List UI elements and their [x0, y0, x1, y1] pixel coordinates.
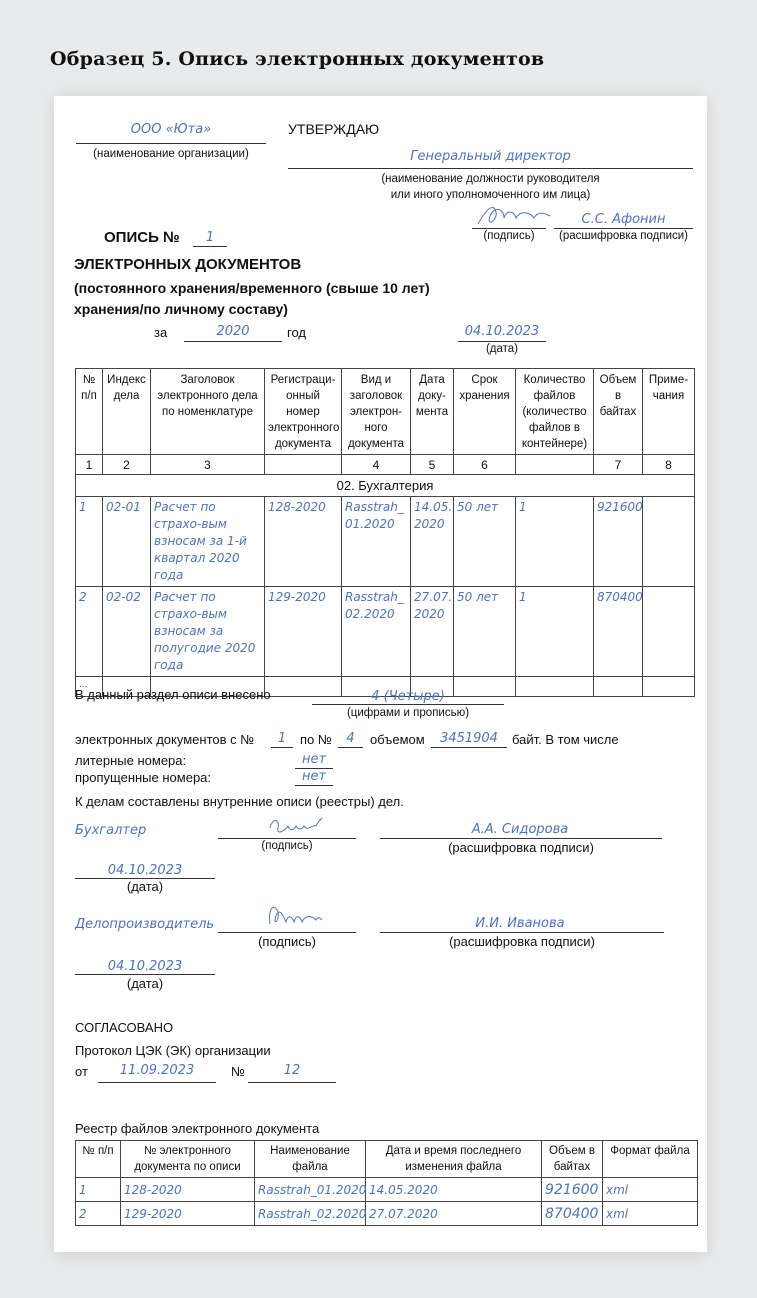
cell: 870400 — [594, 587, 643, 677]
volume-line — [431, 747, 507, 748]
column-number: 2 — [103, 455, 151, 475]
from-number: 1 — [277, 731, 287, 746]
header-cell: Приме-чания — [643, 369, 695, 455]
signer-2-signature — [262, 900, 324, 934]
inventory-date-caption: (дата) — [485, 343, 519, 355]
column-number: 1 — [76, 455, 103, 475]
column-number: 7 — [594, 455, 643, 475]
approver-position-caption-2: или иного уполномоченного им лица) — [390, 189, 591, 201]
document-sheet — [54, 96, 707, 1252]
cell — [643, 587, 695, 677]
cell: 129-2020 — [121, 1202, 255, 1226]
signer-2-date: 04.10.2023 — [107, 959, 183, 974]
literal-label: литерные номера: — [75, 753, 187, 768]
signer-2-date-caption: (дата) — [126, 976, 164, 991]
bytes-label: байт. В том числе — [512, 732, 619, 747]
cell: 921600 — [594, 497, 643, 587]
cell: 921600 — [542, 1178, 603, 1202]
column-number: 5 — [411, 455, 454, 475]
to-number-line — [338, 747, 363, 748]
signer-1-signature-line — [218, 838, 356, 839]
registry-header-cell: № п/п — [76, 1141, 121, 1178]
year-suffix: год — [287, 325, 306, 340]
inventory-subtitle: ЭЛЕКТРОННЫХ ДОКУМЕНТОВ — [74, 256, 302, 273]
approver-signature-caption: (подпись) — [483, 230, 535, 242]
year-label: за — [154, 325, 168, 340]
to-number: 4 — [346, 731, 355, 746]
cell: Расчет по страхо-вым взносам за 1-й квартал 2020 года — [151, 497, 265, 587]
signer-2-name-caption: (расшифровка подписи) — [449, 934, 595, 949]
column-number — [516, 455, 594, 475]
org-caption: (наименование организации) — [93, 148, 249, 160]
cell: 50 лет — [454, 587, 516, 677]
approver-position: Генеральный директор — [410, 149, 571, 164]
protocol-label: Протокол ЦЭК (ЭК) организации — [75, 1043, 271, 1058]
signer-1-date: 04.10.2023 — [107, 863, 183, 878]
header-cell: Регистраци-онный номер электронного документа — [265, 369, 342, 455]
cell: Rasstrah_01.2020 — [255, 1178, 366, 1202]
header-cell: Вид и заголовок электрон-ного документа — [342, 369, 411, 455]
from-number-line — [271, 747, 293, 748]
signer-2-signature-caption: (подпись) — [258, 934, 316, 949]
signer-1-position: Бухгалтер — [75, 823, 147, 838]
inventory-table — [75, 368, 695, 697]
cell: 27.07.2020 — [366, 1202, 542, 1226]
literal-value: нет — [301, 752, 327, 767]
cell: Rasstrah_ 02.2020 — [342, 587, 411, 677]
cell: 129-2020 — [265, 587, 342, 677]
protocol-date-line — [98, 1082, 216, 1083]
cell: Rasstrah_02.2020 — [255, 1202, 366, 1226]
protocol-from-label: от — [75, 1064, 88, 1079]
cell: 14.05. 2020 — [411, 497, 454, 587]
inventory-line-1: (постоянного хранения/временного (свыше 10 лет) — [74, 280, 430, 296]
missing-label: пропущенные номера: — [75, 770, 212, 785]
cell: 1 — [76, 497, 103, 587]
table-row — [76, 1178, 698, 1202]
registry-title: Реестр файлов электронного документа — [75, 1121, 320, 1136]
to-label: по № — [300, 732, 332, 747]
approve-label: УТВЕРЖДАЮ — [288, 121, 380, 137]
table-row — [76, 497, 695, 587]
approver-name-line — [554, 228, 693, 229]
header-cell: Дата доку-мента — [411, 369, 454, 455]
inventory-number-line — [193, 246, 227, 247]
cell: 02-01 — [103, 497, 151, 587]
cell: 128-2020 — [265, 497, 342, 587]
table-row — [76, 587, 695, 677]
inventory-date: 04.10.2023 — [464, 324, 540, 339]
cell: 1 — [516, 497, 594, 587]
cell: xml — [603, 1202, 698, 1226]
inventory-number: 1 — [205, 230, 215, 245]
signer-2-signature-line — [218, 932, 356, 933]
signer-1-signature-caption: (подпись) — [261, 840, 313, 852]
missing-line — [295, 785, 333, 786]
docs-from-label: электронных документов с № — [75, 732, 255, 747]
cell: 128-2020 — [121, 1178, 255, 1202]
internal-inventories: К делам составлены внутренние описи (реестры) дел. — [75, 794, 404, 809]
agreed-label: СОГЛАСОВАНО — [75, 1020, 174, 1035]
column-number: 6 — [454, 455, 516, 475]
signer-2-name: И.И. Иванова — [475, 916, 565, 931]
protocol-date: 11.09.2023 — [119, 1063, 195, 1078]
header-cell: Срок хранения — [454, 369, 516, 455]
entered-value: 4 (Четыре) — [371, 689, 445, 704]
signer-1-name-line — [380, 838, 662, 839]
approver-signature-line — [472, 228, 546, 229]
signer-2-date-line — [75, 974, 215, 975]
header-cell: Заголовок электронного дела по номенклатуре — [151, 369, 265, 455]
cell: 2 — [76, 587, 103, 677]
cell: 02-02 — [103, 587, 151, 677]
section-title: 02. Бухгалтерия — [76, 475, 695, 497]
year-line — [184, 341, 282, 342]
cell: 1 — [76, 1178, 121, 1202]
signer-1-signature — [264, 814, 324, 840]
column-number — [265, 455, 342, 475]
cell: 2 — [76, 1202, 121, 1226]
registry-header-cell: № электронного документа по описи — [121, 1141, 255, 1178]
header-cell: Количество файлов (количество файлов в контейнере) — [516, 369, 594, 455]
ellipsis-cell: ... — [76, 677, 103, 697]
header-cell: Индекс дела — [103, 369, 151, 455]
column-number: 3 — [151, 455, 265, 475]
inventory-year: 2020 — [216, 324, 250, 339]
column-number: 4 — [342, 455, 411, 475]
signer-2-name-line — [380, 932, 664, 933]
page-title: Образец 5. Опись электронных документов — [50, 48, 545, 70]
entered-label: В данный раздел описи внесено — [75, 687, 271, 702]
cell: 50 лет — [454, 497, 516, 587]
cell: Расчет по страхо-вым взносам за полугодие 2020 года — [151, 587, 265, 677]
registry-table — [75, 1140, 698, 1226]
registry-header-cell: Дата и время последнего изменения файла — [366, 1141, 542, 1178]
volume-value: 3451904 — [440, 731, 498, 746]
registry-header-cell: Формат файла — [603, 1141, 698, 1178]
cell: 1 — [516, 587, 594, 677]
entered-line — [312, 704, 504, 705]
inventory-label: ОПИСЬ № — [104, 229, 180, 246]
approver-name: С.С. Афонин — [581, 212, 666, 227]
cell: 27.07. 2020 — [411, 587, 454, 677]
approver-position-caption-1: (наименование должности руководителя — [381, 173, 600, 185]
registry-header-cell: Наименование файла — [255, 1141, 366, 1178]
org-line — [76, 143, 266, 144]
protocol-number-label: № — [231, 1064, 245, 1079]
approver-name-caption: (расшифровка подписи) — [559, 230, 688, 242]
inventory-date-line — [458, 341, 546, 342]
approver-position-line — [288, 168, 693, 169]
signer-1-name: А.А. Сидорова — [471, 822, 569, 837]
inventory-line-2: хранения/по личному составу) — [74, 301, 288, 317]
signer-1-name-caption: (расшифровка подписи) — [448, 840, 594, 855]
registry-header-cell: Объем в байтах — [542, 1141, 603, 1178]
cell: 14.05.2020 — [366, 1178, 542, 1202]
table-row — [76, 1202, 698, 1226]
signer-2-position: Делопроизводитель — [75, 917, 215, 932]
cell: 870400 — [542, 1202, 603, 1226]
entered-caption: (цифрами и прописью) — [346, 707, 470, 719]
volume-label: объемом — [370, 732, 425, 747]
protocol-number-line — [248, 1082, 336, 1083]
header-cell: № п/п — [76, 369, 103, 455]
header-cell: Объем в байтах — [594, 369, 643, 455]
missing-value: нет — [301, 769, 327, 784]
signer-1-date-caption: (дата) — [126, 879, 164, 894]
cell: xml — [603, 1178, 698, 1202]
cell — [643, 497, 695, 587]
column-number: 8 — [643, 455, 695, 475]
cell: Rasstrah_ 01.2020 — [342, 497, 411, 587]
org-name: ООО «Юта» — [130, 122, 212, 137]
protocol-number: 12 — [283, 1063, 301, 1078]
